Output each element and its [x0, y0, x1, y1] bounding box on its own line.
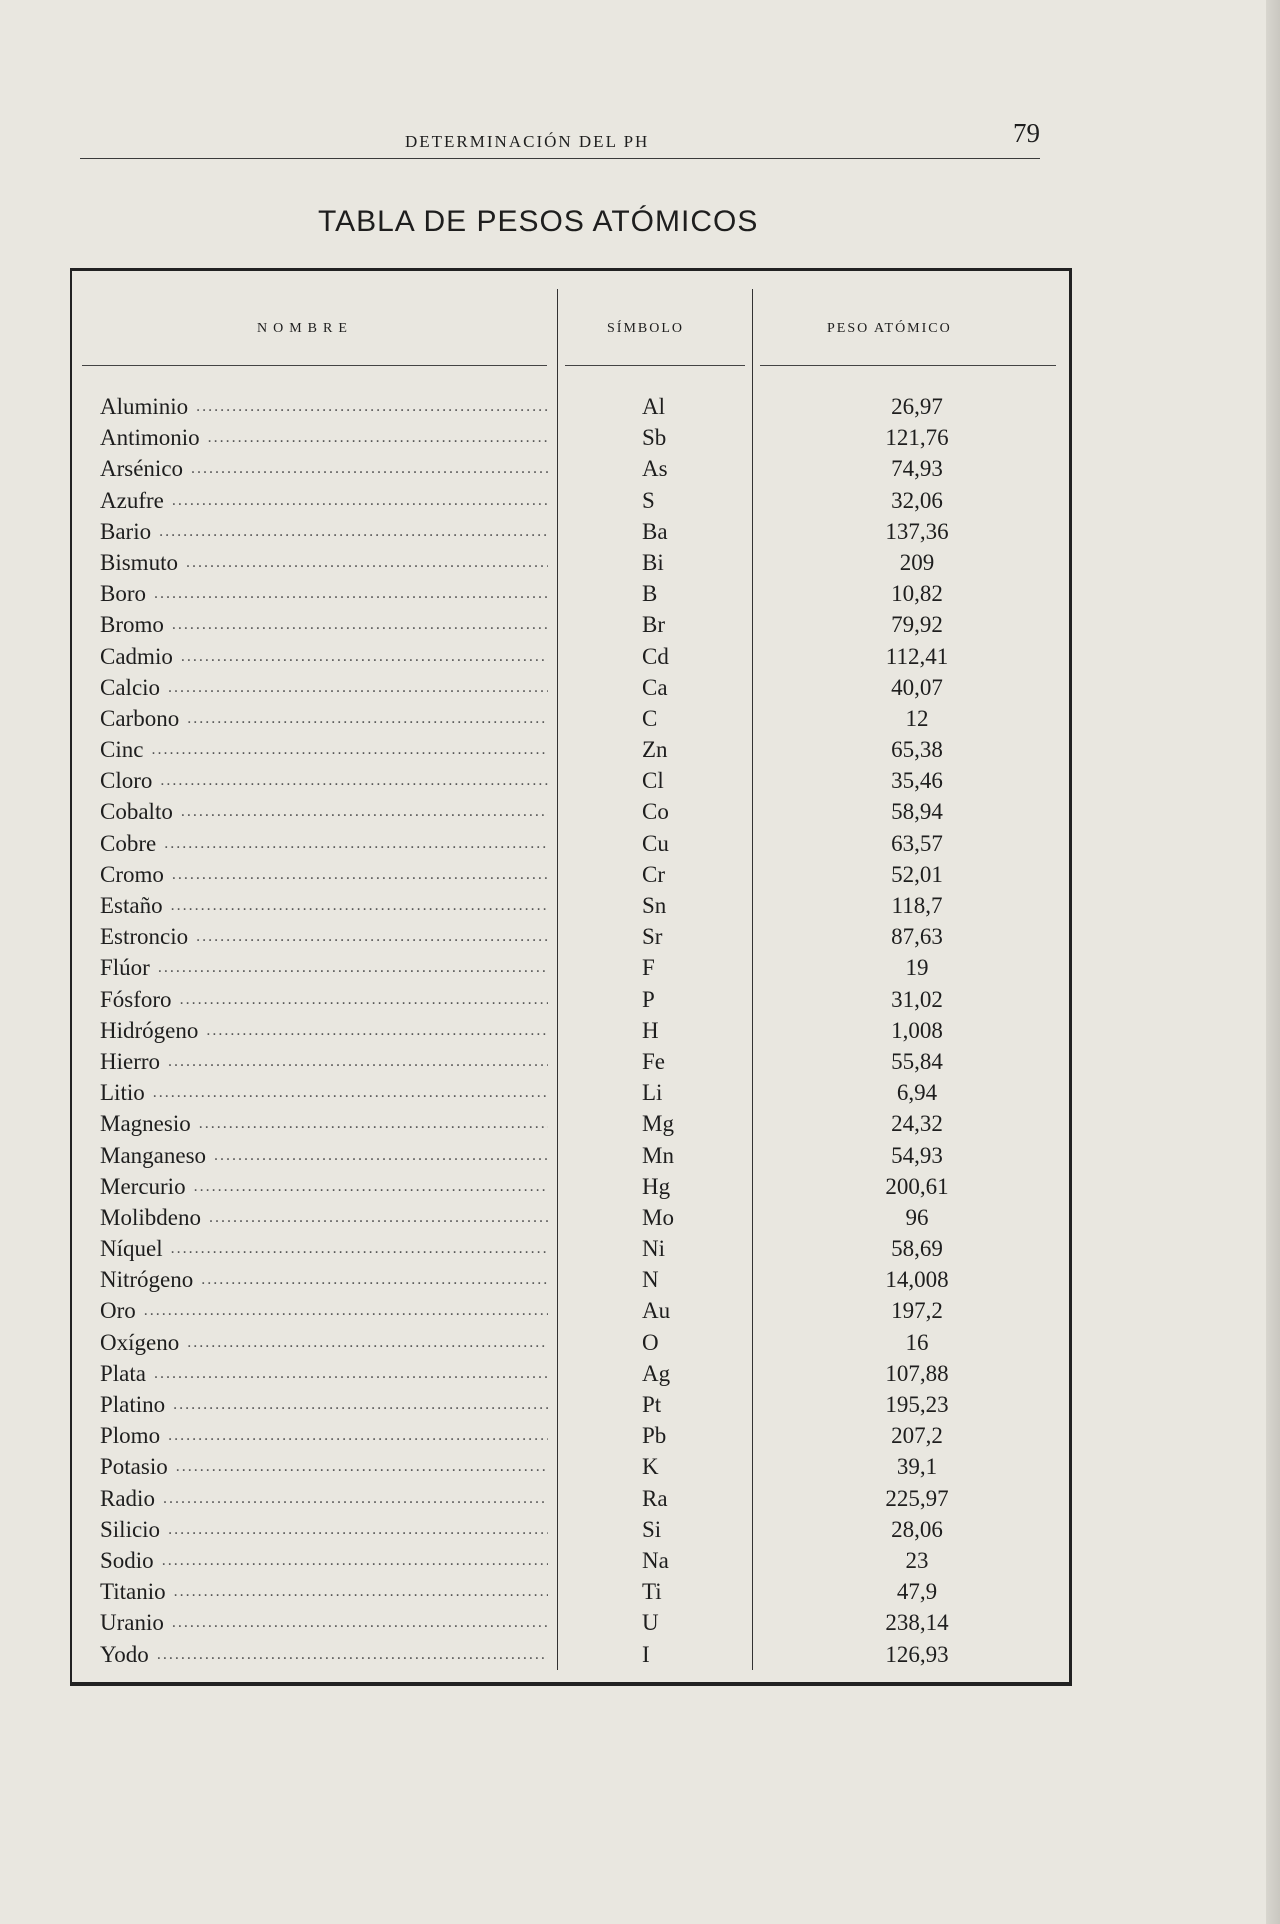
dot-leader — [206, 1015, 548, 1046]
table-row — [72, 765, 1072, 796]
element-name-cell — [100, 859, 548, 890]
element-name: Estaño — [100, 893, 163, 918]
element-symbol: Ca — [642, 674, 668, 700]
element-name-cell — [100, 578, 548, 609]
dot-leader — [208, 422, 548, 453]
dot-leader — [172, 485, 548, 516]
element-name: Cadmio — [100, 643, 173, 669]
element-name: Platino — [100, 1392, 166, 1417]
element-name-cell — [100, 516, 548, 547]
atomic-weight: 79,92 — [891, 612, 943, 638]
element-symbol: N — [642, 1267, 659, 1293]
element-name-cell — [100, 1327, 548, 1358]
atomic-weight: 209 — [899, 549, 935, 575]
table-row — [72, 578, 1072, 609]
element-name-cell — [100, 422, 548, 453]
dot-leader — [180, 984, 548, 1015]
element-name: Azufre — [100, 487, 164, 513]
element-name: Bismuto — [100, 549, 178, 575]
atomic-weight: 112,41 — [885, 643, 949, 669]
element-symbol: Sb — [642, 425, 667, 451]
element-symbol: Br — [642, 612, 665, 638]
atomic-weight: 23 — [905, 1547, 929, 1573]
element-name-cell — [100, 890, 548, 921]
element-symbol: Ni — [642, 1236, 665, 1262]
element-name-cell — [100, 391, 548, 422]
element-name: Carbono — [100, 705, 180, 731]
table-row — [72, 703, 1072, 734]
element-name: Níquel — [100, 1236, 163, 1262]
element-name: Hierro — [100, 1048, 161, 1074]
element-name: Cromo — [100, 861, 164, 887]
element-name-cell — [100, 641, 548, 672]
element-name-cell — [100, 547, 548, 578]
element-symbol: O — [642, 1329, 659, 1355]
dot-leader — [168, 1046, 548, 1077]
atomic-weights-table — [70, 268, 1072, 1686]
element-name-cell — [100, 1295, 548, 1326]
atomic-weight: 238,14 — [885, 1610, 949, 1636]
column-header-nombre: NOMBRE — [257, 321, 353, 336]
atomic-weight: 12 — [905, 705, 929, 731]
element-symbol: Li — [642, 1080, 663, 1106]
dot-leader — [191, 453, 548, 484]
table-row — [72, 1264, 1072, 1295]
dot-leader — [196, 921, 548, 952]
element-name: Bario — [100, 518, 152, 544]
dot-leader — [168, 672, 548, 703]
header-rule — [565, 365, 745, 366]
table-row — [72, 984, 1072, 1015]
element-name: Magnesio — [100, 1111, 191, 1137]
element-name: Silicio — [100, 1516, 161, 1542]
table-row — [72, 1576, 1072, 1607]
element-name: Cloro — [100, 768, 153, 794]
table-row — [72, 1639, 1072, 1670]
element-name-cell — [100, 1108, 548, 1139]
element-name-cell — [100, 1639, 548, 1670]
atomic-weight: 225,97 — [885, 1485, 949, 1511]
dot-leader — [154, 1358, 548, 1389]
atomic-weight: 40,07 — [891, 674, 943, 700]
element-symbol: S — [642, 487, 655, 513]
element-name-cell — [100, 828, 548, 859]
dot-leader — [171, 1233, 548, 1264]
element-symbol: Mo — [642, 1204, 674, 1230]
table-row — [72, 422, 1072, 453]
dot-leader — [159, 516, 548, 547]
column-header-simbolo: SÍMBOLO — [607, 321, 685, 336]
element-name: Nitrógeno — [100, 1267, 194, 1293]
element-name: Fósforo — [100, 986, 172, 1012]
element-symbol: Ag — [642, 1360, 671, 1386]
table-row — [72, 485, 1072, 516]
element-symbol: K — [642, 1454, 659, 1480]
table-row — [72, 1046, 1072, 1077]
table-row — [72, 734, 1072, 765]
table-row — [72, 1015, 1072, 1046]
table-row — [72, 1389, 1072, 1420]
atomic-weight: 118,7 — [891, 893, 943, 918]
atomic-weight: 87,63 — [891, 924, 943, 950]
atomic-weight: 58,69 — [891, 1236, 943, 1262]
element-name-cell — [100, 609, 548, 640]
element-name-cell — [100, 765, 548, 796]
element-symbol: I — [642, 1641, 650, 1667]
dot-leader — [194, 1171, 548, 1202]
element-symbol: Cr — [642, 861, 665, 887]
table-row — [72, 1483, 1072, 1514]
table-row — [72, 1420, 1072, 1451]
atomic-weight: 63,57 — [891, 830, 943, 856]
element-name: Cinc — [100, 737, 144, 763]
element-name-cell — [100, 672, 548, 703]
element-name: Boro — [100, 581, 146, 607]
element-name-cell — [100, 1171, 548, 1202]
table-row — [72, 1327, 1072, 1358]
atomic-weight: 32,06 — [891, 487, 943, 513]
atomic-weight: 26,97 — [891, 394, 943, 419]
dot-leader — [168, 1420, 548, 1451]
table-row — [72, 391, 1072, 422]
element-name-cell — [100, 984, 548, 1015]
dot-leader — [187, 1327, 548, 1358]
atomic-weight: 121,76 — [885, 425, 949, 451]
element-name: Manganeso — [100, 1142, 207, 1168]
dot-leader — [199, 1108, 548, 1139]
atomic-weight: 54,93 — [891, 1142, 943, 1168]
element-name: Radio — [100, 1485, 155, 1511]
element-symbol: Pb — [642, 1423, 667, 1449]
element-name: Bromo — [100, 612, 164, 638]
atomic-weight: 197,2 — [891, 1298, 943, 1324]
dot-leader — [214, 1140, 548, 1171]
table-row — [72, 1451, 1072, 1482]
running-header — [80, 118, 1040, 159]
element-name: Potasio — [100, 1454, 168, 1480]
element-name-cell — [100, 796, 548, 827]
table-row — [72, 1514, 1072, 1545]
atomic-weight: 52,01 — [891, 861, 943, 887]
element-symbol: F — [642, 955, 655, 981]
element-name: Titanio — [100, 1579, 166, 1605]
element-symbol: As — [642, 456, 668, 482]
element-name-cell — [100, 921, 548, 952]
table-row — [72, 1358, 1072, 1389]
table-row — [72, 1233, 1072, 1264]
element-name: Cobre — [100, 830, 157, 856]
element-name: Hidrógeno — [100, 1017, 199, 1043]
element-name: Yodo — [100, 1641, 149, 1667]
element-symbol: Au — [642, 1298, 671, 1324]
dot-leader — [153, 1077, 548, 1108]
atomic-weight: 19 — [905, 955, 929, 981]
element-name-cell — [100, 1046, 548, 1077]
element-name-cell — [100, 1015, 548, 1046]
table-row — [72, 1545, 1072, 1576]
element-name-cell — [100, 485, 548, 516]
element-name: Litio — [100, 1080, 145, 1106]
element-symbol: H — [642, 1017, 659, 1043]
element-name: Sodio — [100, 1547, 154, 1573]
atomic-weight: 200,61 — [885, 1173, 949, 1199]
element-symbol: Ra — [642, 1485, 668, 1511]
element-symbol: Sr — [642, 924, 663, 950]
element-name-cell — [100, 453, 548, 484]
element-name-cell — [100, 1264, 548, 1295]
element-name-cell — [100, 1576, 548, 1607]
element-name-cell — [100, 1077, 548, 1108]
dot-leader — [158, 952, 548, 983]
element-symbol: Ba — [642, 518, 668, 544]
table-row — [72, 1140, 1072, 1171]
atomic-weight: 65,38 — [891, 737, 943, 763]
header-rule — [760, 365, 1056, 366]
element-name: Flúor — [100, 955, 150, 981]
dot-leader — [168, 1514, 548, 1545]
element-symbol: Sn — [642, 893, 667, 918]
dot-leader — [160, 765, 548, 796]
atomic-weight: 137,36 — [885, 518, 949, 544]
element-symbol: Cd — [642, 643, 669, 669]
dot-leader — [171, 890, 548, 921]
dot-leader — [181, 641, 548, 672]
element-symbol: U — [642, 1610, 659, 1636]
table-row — [72, 796, 1072, 827]
atomic-weight: 6,94 — [896, 1080, 938, 1106]
atomic-weight: 39,1 — [896, 1454, 938, 1480]
element-name-cell — [100, 1483, 548, 1514]
atomic-weight: 207,2 — [891, 1423, 943, 1449]
atomic-weight: 96 — [905, 1204, 929, 1230]
element-name-cell — [100, 952, 548, 983]
element-symbol: Na — [642, 1547, 669, 1573]
element-symbol: Zn — [642, 737, 668, 763]
element-name-cell — [100, 1420, 548, 1451]
atomic-weight: 31,02 — [891, 986, 943, 1012]
element-name-cell — [100, 1514, 548, 1545]
element-name-cell — [100, 1389, 548, 1420]
dot-leader — [162, 1545, 548, 1576]
column-header-peso-atomico: PESO ATÓMICO — [827, 321, 952, 336]
table-body — [72, 391, 1072, 1670]
dot-leader — [157, 1639, 548, 1670]
header-rule — [82, 365, 547, 366]
table-row — [72, 672, 1072, 703]
element-symbol: C — [642, 705, 658, 731]
atomic-weight: 55,84 — [891, 1048, 943, 1074]
dot-leader — [201, 1264, 548, 1295]
element-name: Oxígeno — [100, 1329, 180, 1355]
element-symbol: Fe — [642, 1048, 665, 1074]
element-symbol: B — [642, 581, 658, 607]
table-row — [72, 828, 1072, 859]
element-name: Aluminio — [100, 394, 189, 419]
element-name: Estroncio — [100, 924, 189, 950]
table-row — [72, 609, 1072, 640]
element-name: Cobalto — [100, 799, 173, 825]
element-symbol: Hg — [642, 1173, 671, 1199]
element-name-cell — [100, 1451, 548, 1482]
element-name-cell — [100, 1545, 548, 1576]
dot-leader — [186, 547, 548, 578]
element-symbol: Ti — [642, 1579, 662, 1605]
element-symbol: Pt — [642, 1392, 662, 1417]
dot-leader — [187, 703, 548, 734]
dot-leader — [174, 1576, 548, 1607]
element-name-cell — [100, 1140, 548, 1171]
table-title: TABLA DE PESOS ATÓMICOS — [318, 205, 759, 238]
atomic-weight: 74,93 — [891, 456, 943, 482]
element-symbol: Bi — [642, 549, 664, 575]
element-name-cell — [100, 734, 548, 765]
atomic-weight: 24,32 — [891, 1111, 943, 1137]
element-name: Plomo — [100, 1423, 161, 1449]
table-row — [72, 516, 1072, 547]
atomic-weight: 35,46 — [891, 768, 943, 794]
atomic-weight: 195,23 — [885, 1392, 949, 1417]
dot-leader — [172, 609, 548, 640]
atomic-weight: 58,94 — [891, 799, 943, 825]
element-symbol: Al — [642, 394, 665, 419]
table-row — [72, 1295, 1072, 1326]
element-symbol: Si — [642, 1516, 662, 1542]
atomic-weight: 16 — [905, 1329, 929, 1355]
element-name: Uranio — [100, 1610, 164, 1636]
atomic-weight: 1,008 — [891, 1017, 943, 1043]
dot-leader — [209, 1202, 548, 1233]
running-title: DETERMINACIÓN DEL PH — [405, 132, 650, 151]
dot-leader — [176, 1451, 548, 1482]
table-row — [72, 1607, 1072, 1638]
element-name: Antimonio — [100, 425, 200, 451]
atomic-weight: 47,9 — [896, 1579, 938, 1605]
element-symbol: P — [642, 986, 655, 1012]
atomic-weight: 10,82 — [891, 581, 943, 607]
table-row — [72, 952, 1072, 983]
element-name-cell — [100, 1233, 548, 1264]
dot-leader — [172, 859, 548, 890]
table-row — [72, 1077, 1072, 1108]
atomic-weight: 126,93 — [885, 1641, 949, 1667]
page-number: 79 — [1013, 118, 1040, 148]
element-name: Arsénico — [100, 456, 184, 482]
dot-leader — [144, 1295, 548, 1326]
dot-leader — [181, 796, 548, 827]
element-name-cell — [100, 703, 548, 734]
element-name: Plata — [100, 1360, 146, 1386]
element-symbol: Mn — [642, 1142, 674, 1168]
dot-leader — [164, 828, 548, 859]
atomic-weight: 14,008 — [885, 1267, 949, 1293]
dot-leader — [172, 1607, 548, 1638]
element-symbol: Cl — [642, 768, 664, 794]
dot-leader — [154, 578, 548, 609]
table-row — [72, 1171, 1072, 1202]
element-symbol: Mg — [642, 1111, 674, 1137]
dot-leader — [151, 734, 548, 765]
element-name-cell — [100, 1607, 548, 1638]
dot-leader — [173, 1389, 548, 1420]
element-name: Mercurio — [100, 1173, 186, 1199]
table-row — [72, 859, 1072, 890]
element-name-cell — [100, 1358, 548, 1389]
atomic-weight: 28,06 — [891, 1516, 943, 1542]
table-row — [72, 890, 1072, 921]
element-symbol: Co — [642, 799, 669, 825]
atomic-weight: 107,88 — [885, 1360, 949, 1386]
element-name: Oro — [100, 1298, 136, 1324]
page-edge-shadow — [1266, 0, 1280, 1924]
table-row — [72, 453, 1072, 484]
table-row — [72, 547, 1072, 578]
dot-leader — [163, 1483, 548, 1514]
element-name: Molibdeno — [100, 1204, 201, 1230]
table-row — [72, 1202, 1072, 1233]
table-row — [72, 1108, 1072, 1139]
element-symbol: Cu — [642, 830, 669, 856]
table-row — [72, 921, 1072, 952]
element-name-cell — [100, 1202, 548, 1233]
dot-leader — [196, 391, 548, 422]
table-row — [72, 641, 1072, 672]
element-name: Calcio — [100, 674, 161, 700]
